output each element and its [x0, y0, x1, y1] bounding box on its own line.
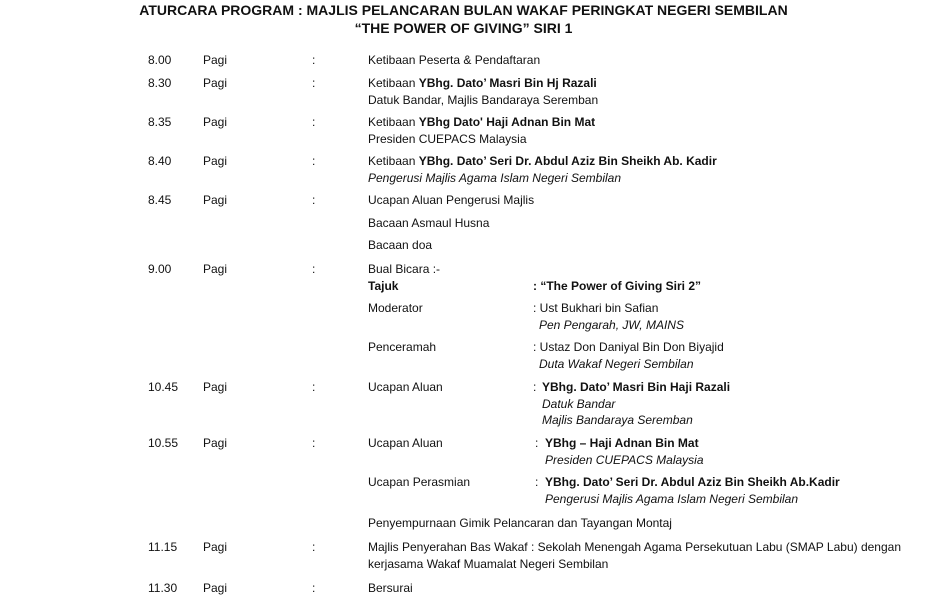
time-10-55: 10.55: [148, 436, 179, 450]
time-10-45: 10.45: [148, 380, 179, 394]
separator: :: [312, 154, 316, 168]
activity-text: Ucapan Perasmian: [368, 475, 471, 489]
period-label: Pagi: [203, 581, 228, 595]
time-11-15: 11.15: [148, 540, 178, 554]
separator: :: [312, 76, 316, 90]
tajuk-value: : “The Power of Giving Siri 2”: [533, 279, 702, 293]
moderator-title: Pen Pengarah, JW, MAINS: [539, 318, 684, 332]
activity-text: Ucapan Aluan: [368, 436, 443, 450]
period-label: Pagi: [203, 76, 228, 90]
activity-prefix: Ketibaan: [368, 76, 419, 90]
activity-prefix: Ketibaan: [368, 115, 419, 129]
period-label: Pagi: [203, 436, 228, 450]
separator: :: [312, 540, 316, 554]
separator: :: [535, 436, 539, 450]
activity-text: Bacaan Asmaul Husna: [368, 216, 490, 230]
moderator-name: : Ust Bukhari bin Safian: [533, 301, 659, 315]
separator: :: [312, 380, 316, 394]
guest-title: Datuk Bandar: [542, 397, 616, 411]
period-label: Pagi: [203, 540, 228, 554]
document-subtitle: “THE POWER OF GIVING” SIRI 1: [354, 20, 573, 36]
guest-title: Pengerusi Majlis Agama Islam Negeri Sembilan: [368, 171, 621, 185]
time-8-30: 8.30: [148, 76, 172, 90]
guest-name: YBhg. Dato’ Seri Dr. Abdul Aziz Bin Sheikh Ab. Kadir: [418, 154, 717, 168]
guest-name: YBhg. Dato’ Masri Bin Haji Razali: [542, 380, 731, 394]
guest-title: Presiden CUEPACS Malaysia: [368, 132, 527, 146]
time-8-40: 8.40: [148, 154, 172, 168]
period-label: Pagi: [203, 193, 228, 207]
separator: :: [312, 115, 316, 129]
activity-text: Bersurai: [368, 581, 413, 595]
separator: :: [312, 262, 316, 276]
activity-text: [368, 75, 597, 92]
period-label: Pagi: [203, 115, 228, 129]
period-label: Pagi: [203, 262, 228, 276]
period-label: Pagi: [203, 53, 228, 67]
penceramah-label: Penceramah: [368, 340, 437, 354]
moderator-label: Moderator: [368, 301, 423, 315]
tajuk-label: Tajuk: [368, 279, 399, 293]
time-11-30: 11.30: [148, 581, 178, 595]
activity-text: Penyempurnaan Gimik Pelancaran dan Tayangan Montaj: [368, 516, 672, 530]
time-8-45: 8.45: [148, 193, 172, 207]
activity-text: Ucapan Aluan: [368, 380, 443, 394]
guest-title: Presiden CUEPACS Malaysia: [545, 453, 704, 467]
activity-text: Majlis Penyerahan Bas Wakaf : Sekolah Menengah Agama Persekutuan Labu (SMAP Labu) dengan kerjasama Wakaf Muamalat Negeri Sembilan: [368, 540, 901, 571]
activity-text: Ketibaan Peserta & Pendaftaran: [368, 53, 541, 67]
activity-text: [368, 114, 595, 131]
separator: :: [312, 436, 316, 450]
separator: :: [312, 53, 316, 67]
guest-title: Pengerusi Majlis Agama Islam Negeri Sembilan: [545, 492, 798, 506]
guest-name: YBhg. Dato’ Masri Bin Hj Razali: [418, 76, 597, 90]
guest-name: YBhg. Dato’ Seri Dr. Abdul Aziz Bin Sheikh Ab.Kadir: [545, 475, 840, 489]
separator: :: [533, 380, 537, 394]
separator: :: [312, 193, 316, 207]
activity-text: Bual Bicara :-: [368, 262, 441, 276]
time-8-35: 8.35: [148, 115, 172, 129]
time-9-00: 9.00: [148, 262, 172, 276]
time-8-00: 8.00: [148, 53, 172, 67]
activity-prefix: Ketibaan: [368, 154, 419, 168]
separator: :: [312, 581, 316, 595]
document-title: ATURCARA PROGRAM : MAJLIS PELANCARAN BULAN WAKAF PERINGKAT NEGERI SEMBILAN: [139, 2, 788, 18]
period-label: Pagi: [203, 154, 228, 168]
guest-title: Datuk Bandar, Majlis Bandaraya Seremban: [368, 93, 599, 107]
guest-name: YBhg – Haji Adnan Bin Mat: [545, 436, 699, 450]
period-label: Pagi: [203, 380, 228, 394]
activity-text: Bacaan doa: [368, 238, 433, 252]
penceramah-title: Duta Wakaf Negeri Sembilan: [539, 357, 694, 371]
penceramah-name: : Ustaz Don Daniyal Bin Don Biyajid: [533, 340, 724, 354]
activity-text: [368, 153, 717, 170]
guest-title: Majlis Bandaraya Seremban: [542, 413, 693, 427]
activity-text: Ucapan Aluan Pengerusi Majlis: [368, 193, 535, 207]
separator: :: [535, 475, 539, 489]
guest-name: YBhg Dato' Haji Adnan Bin Mat: [418, 115, 596, 129]
